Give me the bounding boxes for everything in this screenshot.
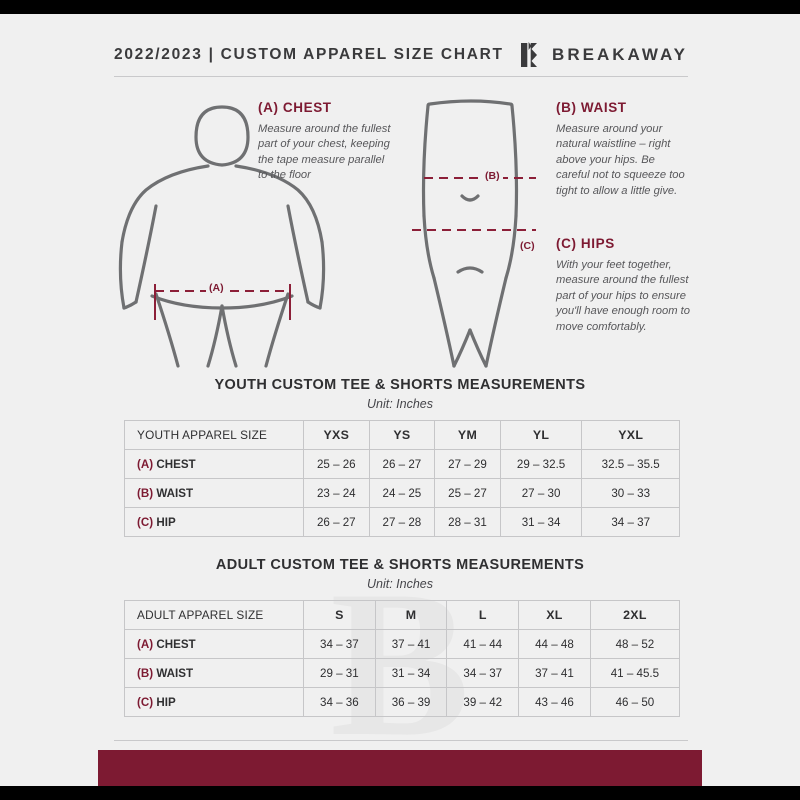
callout-chest	[258, 100, 393, 184]
youth-row-2-val-3: 31 – 34	[500, 508, 582, 537]
left-hand	[124, 302, 136, 308]
youth-row-1-val-4: 30 – 33	[582, 479, 680, 508]
callout-hips	[556, 236, 691, 335]
youth-row-1-val-2: 25 – 27	[435, 479, 501, 508]
measurement-diagrams	[0, 84, 800, 369]
table-row	[125, 450, 680, 479]
table-row	[125, 508, 680, 537]
youth-row-1-val-1: 24 – 25	[369, 479, 435, 508]
adult-row-1-val-0: 29 – 31	[304, 659, 376, 688]
adult-row-2-tag: (C)	[137, 695, 154, 709]
youth-header-5: YXL	[582, 421, 680, 450]
right-leg-outer	[266, 294, 288, 366]
youth-header-2: YS	[369, 421, 435, 450]
left-leg-inner	[208, 306, 222, 366]
adult-row-1-val-3: 37 – 41	[519, 659, 591, 688]
lower-right-side	[512, 106, 517, 216]
youth-row-0-val-1: 26 – 27	[369, 450, 435, 479]
youth-section-title: YOUTH CUSTOM TEE & SHORTS MEASUREMENTS	[214, 377, 586, 393]
adult-row-1-val-2: 34 – 37	[447, 659, 519, 688]
footer-divider	[114, 740, 688, 741]
adult-header-5: 2XL	[590, 601, 679, 630]
left-torso	[136, 206, 156, 302]
right-hip-curve	[506, 216, 516, 278]
callout-waist-title: (B) WAIST	[556, 100, 627, 115]
table-row	[125, 688, 680, 717]
youth-row-0-name: CHEST	[156, 457, 196, 471]
adult-row-0-tag: (A)	[137, 637, 154, 651]
adult-row-2-name: HIP	[156, 695, 176, 709]
adult-row-0-val-1: 37 – 41	[375, 630, 447, 659]
document-header	[0, 14, 800, 82]
left-leg-outer	[156, 294, 178, 366]
youth-row-0-tag: (A)	[137, 457, 154, 471]
hips-diagram-label: (C)	[517, 240, 538, 252]
left-inner-thigh	[454, 330, 470, 366]
adult-header-2: M	[375, 601, 447, 630]
callout-waist-text: Measure around your natural waistline – right above your hips. Be careful not to squeeze too tight to allow a little give.	[556, 123, 685, 197]
right-leg-inner	[222, 306, 236, 366]
youth-row-0-label	[125, 450, 304, 479]
adult-row-1-name: WAIST	[156, 666, 194, 680]
footer-bar	[98, 750, 702, 786]
head-shape	[196, 107, 248, 165]
adult-row-0-val-3: 44 – 48	[519, 630, 591, 659]
adult-row-1-tag: (B)	[137, 666, 154, 680]
adult-header-0: ADULT APPAREL SIZE	[125, 601, 304, 630]
youth-row-2-val-1: 27 – 28	[369, 508, 435, 537]
callout-hips-text: With your feet together, measure around the fullest part of your hips to ensure you'll have enough room to move comfortably.	[556, 259, 690, 333]
table-header-row	[125, 421, 680, 450]
waist-diagram-label: (B)	[482, 170, 503, 182]
youth-row-2-name: HIP	[156, 515, 176, 529]
adult-header-3: L	[447, 601, 519, 630]
callout-hips-title: (C) HIPS	[556, 236, 615, 251]
chest-diagram-label: (A)	[206, 282, 227, 294]
adult-row-0-val-0: 34 – 37	[304, 630, 376, 659]
adult-section-title: ADULT CUSTOM TEE & SHORTS MEASUREMENTS	[215, 557, 585, 573]
table-row	[125, 479, 680, 508]
navel	[462, 196, 478, 200]
adult-row-2-val-1: 36 – 39	[375, 688, 447, 717]
youth-header-0: YOUTH APPAREL SIZE	[125, 421, 304, 450]
youth-header-4: YL	[500, 421, 582, 450]
youth-row-1-val-3: 27 – 30	[500, 479, 582, 508]
table-row	[125, 630, 680, 659]
brand-lockup	[518, 42, 688, 68]
right-inner-thigh	[470, 330, 486, 366]
breakaway-b-logo-icon	[518, 42, 540, 68]
youth-row-2-val-0: 26 – 27	[304, 508, 370, 537]
youth-size-table	[124, 420, 680, 537]
youth-row-0-val-3: 29 – 32.5	[500, 450, 582, 479]
callout-chest-text: Measure around the fullest part of your chest, keeping the tape measure parallel to the floor	[258, 123, 391, 182]
header-divider	[114, 76, 688, 77]
youth-row-2-tag: (C)	[137, 515, 154, 529]
adult-row-1-val-1: 31 – 34	[375, 659, 447, 688]
left-arm	[120, 242, 124, 308]
left-shoulder	[122, 166, 208, 242]
adult-row-1-label	[125, 659, 304, 688]
adult-section-unit: Unit: Inches	[366, 577, 433, 591]
adult-row-2-val-4: 46 – 50	[590, 688, 679, 717]
youth-row-0-val-0: 25 – 26	[304, 450, 370, 479]
crotch-line	[458, 268, 482, 272]
lower-left-side	[424, 106, 429, 216]
adult-row-2-val-2: 39 – 42	[447, 688, 519, 717]
adult-row-0-name: CHEST	[156, 637, 196, 651]
lower-top-edge	[428, 101, 512, 106]
right-leg-lower	[486, 278, 506, 366]
adult-size-table	[124, 600, 680, 717]
adult-header-4: XL	[519, 601, 591, 630]
right-hand	[308, 302, 320, 308]
adult-header-1: S	[304, 601, 376, 630]
adult-row-2-val-3: 43 – 46	[519, 688, 591, 717]
youth-header-1: YXS	[304, 421, 370, 450]
page-title: 2022/2023 | CUSTOM APPAREL SIZE CHART	[114, 46, 504, 63]
adult-row-0-val-4: 48 – 52	[590, 630, 679, 659]
youth-row-1-label	[125, 479, 304, 508]
table-row	[125, 659, 680, 688]
youth-section-unit: Unit: Inches	[366, 397, 433, 411]
left-hip-curve	[424, 216, 434, 278]
youth-row-0-val-4: 32.5 – 35.5	[582, 450, 680, 479]
right-arm	[320, 242, 324, 308]
document-sheet	[0, 14, 800, 786]
youth-row-1-name: WAIST	[156, 486, 194, 500]
adult-row-0-val-2: 41 – 44	[447, 630, 519, 659]
youth-row-2-val-4: 34 – 37	[582, 508, 680, 537]
adult-row-0-label	[125, 630, 304, 659]
callout-chest-title: (A) CHEST	[258, 100, 332, 115]
youth-row-1-val-0: 23 – 24	[304, 479, 370, 508]
adult-row-2-val-0: 34 – 36	[304, 688, 376, 717]
table-header-row	[125, 601, 680, 630]
adult-row-1-val-4: 41 – 45.5	[590, 659, 679, 688]
brand-name: BREAKAWAY	[552, 45, 688, 64]
callout-waist	[556, 100, 691, 199]
adult-row-2-label	[125, 688, 304, 717]
youth-row-2-val-2: 28 – 31	[435, 508, 501, 537]
youth-header-3: YM	[435, 421, 501, 450]
left-leg-lower	[434, 278, 454, 366]
youth-row-0-val-2: 27 – 29	[435, 450, 501, 479]
youth-row-2-label	[125, 508, 304, 537]
youth-row-1-tag: (B)	[137, 486, 154, 500]
